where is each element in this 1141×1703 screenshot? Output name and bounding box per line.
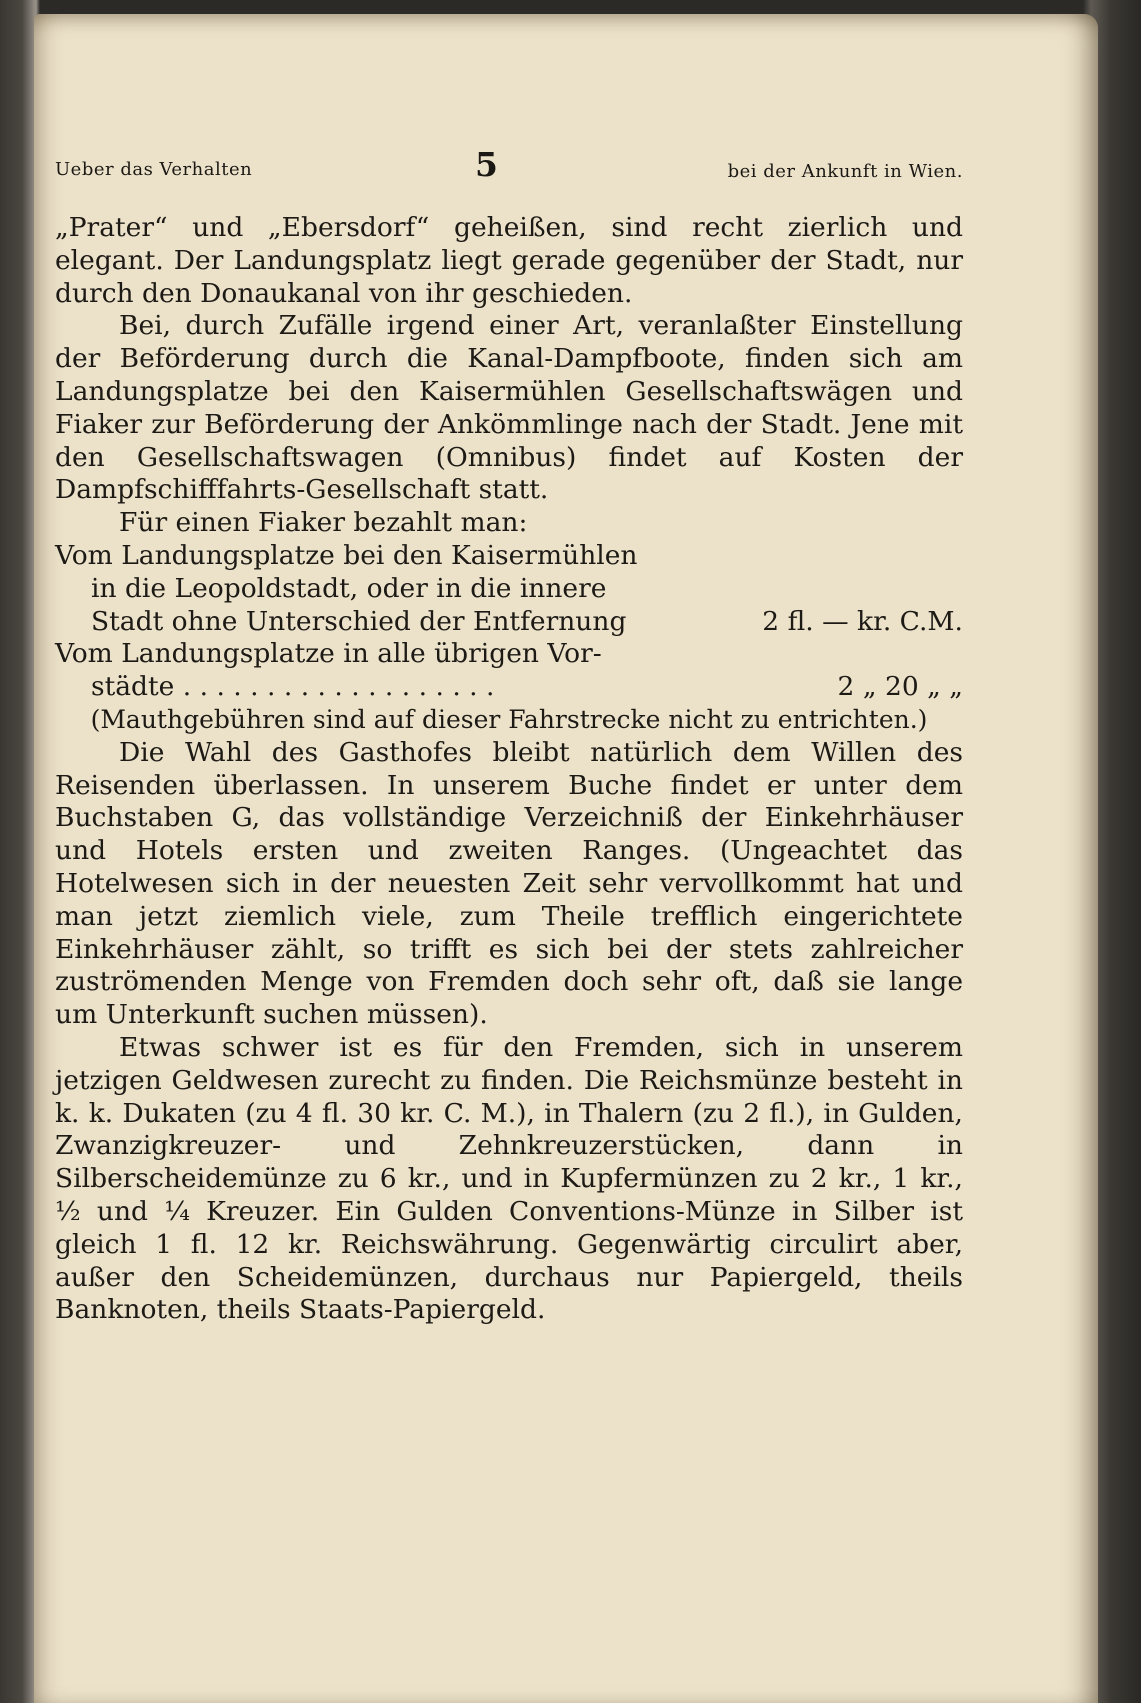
paragraph-boats: „Prater“ und „Ebersdorf“ geheißen, sind recht zierlich und elegant. Der Landungsplatz liegt gerade gegenüber der Stadt, nur durch den Donaukanal von ihr geschieden. [55,212,963,309]
fare-route-text: in die Leopoldstadt, oder in die innere [91,572,607,604]
fare-row [55,573,963,606]
fare-row [55,606,963,639]
fiaker-fare-intro: Für einen Fiaker bezahlt man: [119,507,528,539]
fare-route-text: Stadt ohne Unterschied der Entfernung [91,605,627,637]
fare-route-text: Vom Landungsplatze bei den Kaisermühlen [55,539,638,571]
paragraph-landing-transport: Bei, durch Zufälle irgend einer Art, veranlaßter Einstellung der Beförderung durch die Kanal-Dampfboote, finden sich am Landungsplatze bei den Kaisermühlen Gesellschaftswägen und Fiaker zur Beförderung der Ankömmlinge nach der Stadt. Jene mit den Gesellschaftswagen (Omnibus) findet auf Kosten der Dampfschifffahrts-Gesellschaft statt. [55,310,963,506]
running-header [55,145,963,189]
toll-note: (Mauthgebühren sind auf dieser Fahrstrecke nicht zu entrichten.) [90,704,928,734]
fare-price: 2 „ 20 „ „ [837,671,963,703]
fare-row [55,671,963,704]
fare-table [55,540,963,704]
fare-route-text: städte . . . . . . . . . . . . . . . . . . . [91,671,495,703]
page-body [55,212,963,1327]
fare-row [55,638,963,671]
header-left-title: Ueber das Verhalten [55,159,253,180]
fare-price: 2 fl. — kr. C.M. [762,605,963,637]
fare-route-text: Vom Landungsplatze in alle übrigen Vor- [55,638,602,670]
header-right-title: bei der Ankunft in Wien. [727,161,963,182]
paragraph-currency: Etwas schwer ist es für den Fremden, sich in unserem jetzigen Geldwesen zurecht zu finden. Die Reichsmünze besteht in k. k. Dukaten (zu 4 fl. 30 kr. C. M.), in Thalern (zu 2 fl.), in Gulden, Zwanzigkreuzer- und Zehnkreuzerstücken, dann in Silberscheidemünze zu 6 kr., und in Kupfermünzen zu 2 kr., 1 kr., ½ und ¼ Kreuzer. Ein Gulden Conventions-Münze in Silber ist gleich 1 fl. 12 kr. Reichswährung. Gegenwärtig circulirt aber, außer den Scheidemünzen, durchaus nur Papiergeld, theils Banknoten, theils Staats-Papiergeld. [55,1031,963,1326]
page-number: 5 [475,145,498,184]
paragraph-hotels: Die Wahl des Gasthofes bleibt natürlich dem Willen des Reisenden überlassen. In unserem Buche findet er unter dem Buchstaben G, das vollständige Verzeichniß der Einkehrhäuser und Hotels ersten und zweiten Ranges. (Ungeachtet das Hotelwesen sich in der neuesten Zeit sehr vervollkommt hat und man jetzt ziemlich viele, zum Theile trefflich eingerichtete Einkehrhäuser zählt, so trifft es sich bei der stets zahlreicher zuströmenden Menge von Fremden doch sehr oft, daß sie lange um Unterkunft suchen müssen). [55,736,963,1031]
fare-row [55,540,963,573]
